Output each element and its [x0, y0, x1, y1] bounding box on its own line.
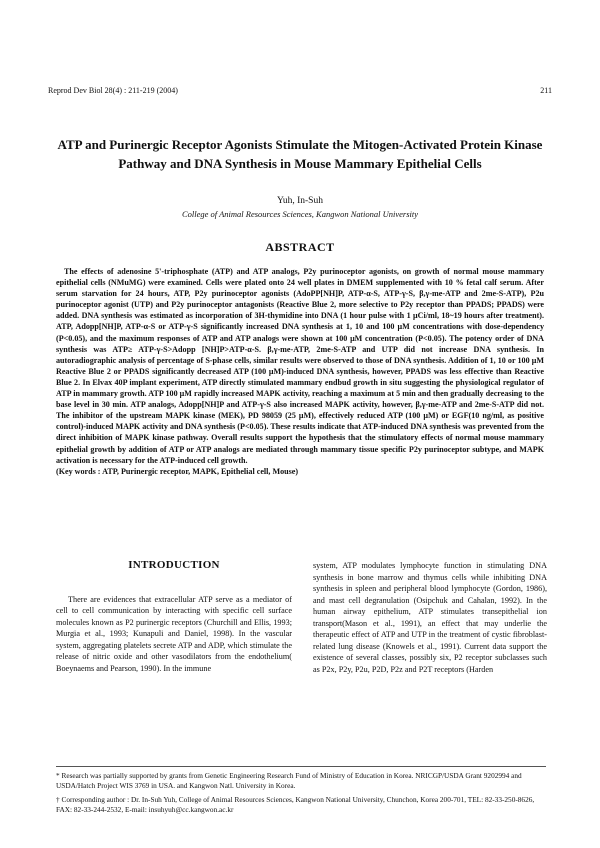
author: Yuh, In-Suh	[277, 196, 323, 206]
footnote-funding: * Research was partially supported by grants from Genetic Engineering Research Fund of Ministry of Education in Korea. NRICGP/USDA Grant 9202994 and USDA/Hatch Project WIS 3769 in USA. and Kangwon Natl. University in Korea.	[56, 771, 522, 790]
right-column	[313, 560, 547, 675]
keywords: (Key words : ATP, Purinergic receptor, MAPK, Epithelial cell, Mouse)	[56, 466, 299, 476]
footnote-corresponding-author: † Corresponding author : Dr. In-Suh Yuh, College of Animal Resources Sciences, Kangwon National University, Chunchon, Korea 200-701, TEL: 82-33-250-8626, FAX: 82-33-244-2532, E-mail: insuhyuh@cc.kangwon.ac.kr	[56, 795, 535, 814]
running-header	[48, 86, 552, 95]
page-number: 211	[540, 86, 552, 95]
intro-heading: INTRODUCTION	[128, 559, 220, 571]
abstract-body: The effects of adenosine 5'-triphosphate (ATP) and ATP analogs, P2y purinoceptor agonists, on growth of normal mouse mammary epithelial cells (NMuMG) were examined. Cells were plated onto 24 well plates in DMEM supplemented with 10 % fetal calf serum. After serum starvation for 24 hours, ATP, P2y purinoceptor agonists (AdoPP[NH]P, ATP-α-S, ATP-γ-S, β,γ-me-ATP and 2me-S-ATP), P2u purinoceptor agonist (UTP) and P2y purinoceptor antagonists (Reactive Blue 2, more selective to P2y receptor than PPADS; PPADS) were added. DNA synthesis was estimated as incorporation of 3H-thymidine into DNA (1 hour pulse with 1 μCi/ml, 18~19 hours after treatment). ATP, Adopp[NH]P, ATP-α-S or ATP-γ-S significantly increased DNA synthesis at 1, 10 and 100 μM concentrations with dose-dependency (P<0.05), and the maximum responses of ATP and ATP analogs were shown at 100 μM concentration (P<0.05). The potency order of DNA synthesis was ATP≥ ATP-γ-S>Adopp [NH]P>ATP-α-S. β,γ-me-ATP, 2me-S-ATP and UTP did not increase DNA synthesis. In autoradiographic analysis of percentage of S-phase cells, similar results were observed to those of DNA synthesis. Addition of 1, 10 or 100 μM Reactive Blue 2 or PPADS significantly decreased ATP (100 μM)-induced DNA synthesis, however, PPADS was less effective than Reactive Blue 2. In Elvax 40P implant experiment, ATP directly stimulated mammary endbud growth in situ suggesting the physiological regulator of ATP in mammary growth. ATP 100 μM rapidly increased MAPK activity, reaching a maximum at 5 min and then gradually decreasing to the base level in 30 min. ATP analogs, Adopp[NH]P and ATP-γ-S also increased MAPK activity, however, β,γ-me-ATP and 2me-S-ATP did not. The inhibitor of the upstream MAPK kinase (MEK), PD 98059 (25 μM), effectively reduced ATP (100 μM) or EGF(10 ng/ml, as positive control)-induced MAPK activity and DNA synthesis (P<0.05). These results indicate that ATP-induced DNA synthesis was prevented from the direct inhibition of MAPK kinase pathway. Overall results support the hypothesis that the stimulatory effects of normal mouse mammary epithelial growth by addition of ATP or ATP analogs are mediated through mammary tissue specific P2y purinoceptor subtype, and MAPK activation is necessary for the ATP-induced cell growth.	[56, 267, 544, 465]
left-column	[56, 560, 292, 674]
affiliation: College of Animal Resources Sciences, Kangwon National University	[181, 209, 419, 219]
abstract-heading: ABSTRACT	[265, 240, 335, 254]
intro-right-text: system, ATP modulates lymphocyte function in stimulating DNA synthesis in bone marrow and thymus cells while inhibiting DNA synthesis in spleen and peripheral blood lymphocyte (Gordon, 1986), and mast cell degranulation (Osipchuk and Cahalan, 1992). In the human airway epithelium, ATP stimulates transepithelial ion transport(Mason et al., 1991), an effect that may underlie the therapeutic effect of ATP and UTP in the treatment of cystic fibroblast-related lung disease (Knowels et al., 1991). Current data support the existence of several classes, possibly six, P2 receptor subclasses such as P2x, P2y, P2u, P2D, P2z and P2T receptors (Harden	[313, 561, 547, 674]
footnote-divider	[56, 766, 546, 767]
journal-citation: Reprod Dev Biol 28(4) : 211-219 (2004)	[48, 86, 178, 95]
paper-title: ATP and Purinergic Receptor Agonists Stimulate the Mitogen-Activated Protein Kinase Pathway and DNA Synthesis in Mouse Mammary Epithelial Cells	[57, 137, 543, 171]
abstract	[56, 266, 544, 477]
intro-left-text: There are evidences that extracellular ATP serve as a mediator of cell to cell communication by interacting with specific cell surface molecules known as P2 purinergic receptors (Churchill and Ellis, 1993; Murgia et al., 1993; Kunapuli and Daniel, 1998). In the vascular system, aggregating platelets secrete ATP and ADP, which stimulate the release of nitric oxide and other vasodilators from the endothelium( Boeynaems and Pearson, 1990). In the immune	[56, 594, 292, 673]
